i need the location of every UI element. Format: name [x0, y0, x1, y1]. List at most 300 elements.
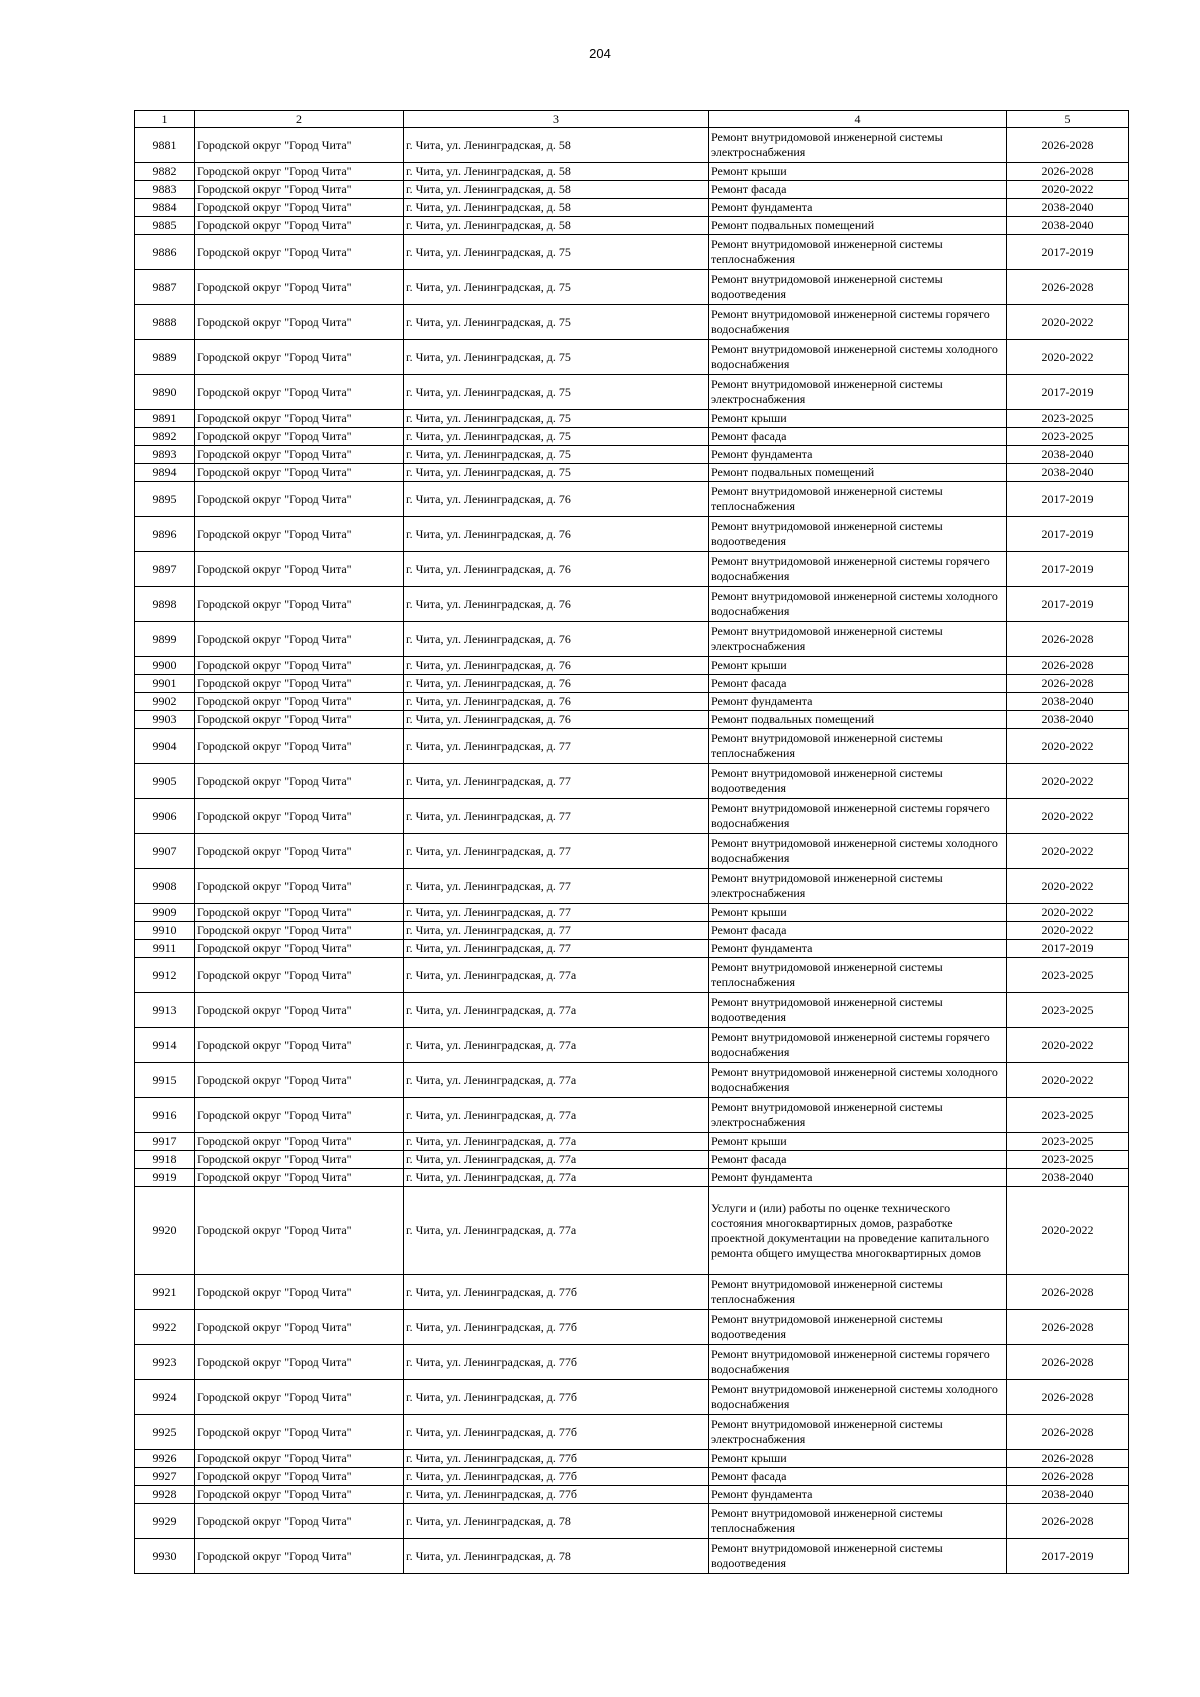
work-type-cell: Ремонт внутридомовой инженерной системы холодного водоснабжения — [709, 834, 1007, 869]
address-cell: г. Чита, ул. Ленинградская, д. 76 — [404, 552, 709, 587]
row-number-cell: 9930 — [135, 1539, 195, 1574]
table-row — [135, 834, 1129, 869]
table-row — [135, 693, 1129, 711]
period-cell: 2038-2040 — [1007, 693, 1129, 711]
address-cell: г. Чита, ул. Ленинградская, д. 76 — [404, 711, 709, 729]
district-cell: Городской округ "Город Чита" — [195, 1504, 404, 1539]
period-cell: 2020-2022 — [1007, 869, 1129, 904]
row-number-cell: 9905 — [135, 764, 195, 799]
table-row — [135, 1151, 1129, 1169]
table-row — [135, 340, 1129, 375]
row-number-cell: 9917 — [135, 1133, 195, 1151]
row-number-cell: 9921 — [135, 1275, 195, 1310]
work-type-cell: Ремонт внутридомовой инженерной системы электроснабжения — [709, 1415, 1007, 1450]
work-type-cell: Ремонт внутридомовой инженерной системы горячего водоснабжения — [709, 1345, 1007, 1380]
work-type-cell: Ремонт внутридомовой инженерной системы теплоснабжения — [709, 235, 1007, 270]
table-row — [135, 1345, 1129, 1380]
district-cell: Городской округ "Город Чита" — [195, 1468, 404, 1486]
address-cell: г. Чита, ул. Ленинградская, д. 75 — [404, 305, 709, 340]
address-cell: г. Чита, ул. Ленинградская, д. 77 — [404, 799, 709, 834]
row-number-cell: 9899 — [135, 622, 195, 657]
period-cell: 2017-2019 — [1007, 375, 1129, 410]
table-row — [135, 517, 1129, 552]
row-number-cell: 9881 — [135, 128, 195, 163]
district-cell: Городской округ "Город Чита" — [195, 1187, 404, 1275]
period-cell: 2020-2022 — [1007, 305, 1129, 340]
row-number-cell: 9916 — [135, 1098, 195, 1133]
row-number-cell: 9883 — [135, 181, 195, 199]
address-cell: г. Чита, ул. Ленинградская, д. 75 — [404, 446, 709, 464]
period-cell: 2020-2022 — [1007, 340, 1129, 375]
row-number-cell: 9913 — [135, 993, 195, 1028]
work-type-cell: Ремонт внутридомовой инженерной системы горячего водоснабжения — [709, 305, 1007, 340]
row-number-cell: 9920 — [135, 1187, 195, 1275]
work-type-cell: Ремонт внутридомовой инженерной системы теплоснабжения — [709, 729, 1007, 764]
row-number-cell: 9906 — [135, 799, 195, 834]
period-cell: 2023-2025 — [1007, 410, 1129, 428]
work-type-cell: Ремонт крыши — [709, 163, 1007, 181]
period-cell: 2023-2025 — [1007, 1098, 1129, 1133]
address-cell: г. Чита, ул. Ленинградская, д. 75 — [404, 270, 709, 305]
work-type-cell: Ремонт крыши — [709, 904, 1007, 922]
address-cell: г. Чита, ул. Ленинградская, д. 77а — [404, 1028, 709, 1063]
period-cell: 2023-2025 — [1007, 1133, 1129, 1151]
period-cell: 2026-2028 — [1007, 1310, 1129, 1345]
row-number-cell: 9889 — [135, 340, 195, 375]
address-cell: г. Чита, ул. Ленинградская, д. 77 — [404, 834, 709, 869]
row-number-cell: 9888 — [135, 305, 195, 340]
address-cell: г. Чита, ул. Ленинградская, д. 77б — [404, 1310, 709, 1345]
work-type-cell: Ремонт фундамента — [709, 199, 1007, 217]
row-number-cell: 9923 — [135, 1345, 195, 1380]
work-type-cell: Ремонт внутридомовой инженерной системы теплоснабжения — [709, 482, 1007, 517]
table-row — [135, 446, 1129, 464]
table-row — [135, 1380, 1129, 1415]
period-cell: 2023-2025 — [1007, 428, 1129, 446]
row-number-cell: 9927 — [135, 1468, 195, 1486]
district-cell: Городской округ "Город Чита" — [195, 199, 404, 217]
district-cell: Городской округ "Город Чита" — [195, 517, 404, 552]
address-cell: г. Чита, ул. Ленинградская, д. 77а — [404, 1063, 709, 1098]
address-cell: г. Чита, ул. Ленинградская, д. 77б — [404, 1486, 709, 1504]
work-type-cell: Ремонт внутридомовой инженерной системы электроснабжения — [709, 375, 1007, 410]
row-number-cell: 9919 — [135, 1169, 195, 1187]
table-row — [135, 1415, 1129, 1450]
district-cell: Городской округ "Город Чита" — [195, 869, 404, 904]
address-cell: г. Чита, ул. Ленинградская, д. 58 — [404, 217, 709, 235]
period-cell: 2020-2022 — [1007, 834, 1129, 869]
district-cell: Городской округ "Город Чита" — [195, 587, 404, 622]
row-number-cell: 9907 — [135, 834, 195, 869]
period-cell: 2026-2028 — [1007, 1275, 1129, 1310]
district-cell: Городской округ "Город Чита" — [195, 446, 404, 464]
district-cell: Городской округ "Город Чита" — [195, 305, 404, 340]
table-row — [135, 410, 1129, 428]
work-type-cell: Услуги и (или) работы по оценке технического состояния многоквартирных домов, разработке проектной документации на проведение капитального ремонта общего имущества многоквартирных домов — [709, 1187, 1007, 1275]
address-cell: г. Чита, ул. Ленинградская, д. 75 — [404, 340, 709, 375]
address-cell: г. Чита, ул. Ленинградская, д. 77б — [404, 1415, 709, 1450]
district-cell: Городской округ "Город Чита" — [195, 1380, 404, 1415]
period-cell: 2038-2040 — [1007, 1169, 1129, 1187]
district-cell: Городской округ "Город Чита" — [195, 552, 404, 587]
work-type-cell: Ремонт подвальных помещений — [709, 711, 1007, 729]
work-type-cell: Ремонт крыши — [709, 410, 1007, 428]
table-row — [135, 270, 1129, 305]
work-type-cell: Ремонт крыши — [709, 657, 1007, 675]
address-cell: г. Чита, ул. Ленинградская, д. 77а — [404, 1187, 709, 1275]
district-cell: Городской округ "Город Чита" — [195, 375, 404, 410]
row-number-cell: 9926 — [135, 1450, 195, 1468]
column-header-1: 1 — [135, 111, 195, 128]
row-number-cell: 9915 — [135, 1063, 195, 1098]
period-cell: 2017-2019 — [1007, 940, 1129, 958]
period-cell: 2020-2022 — [1007, 799, 1129, 834]
period-cell: 2017-2019 — [1007, 482, 1129, 517]
table-row — [135, 1028, 1129, 1063]
period-cell: 2026-2028 — [1007, 1380, 1129, 1415]
period-cell: 2017-2019 — [1007, 552, 1129, 587]
district-cell: Городской округ "Город Чита" — [195, 904, 404, 922]
table-row — [135, 1468, 1129, 1486]
column-header-4: 4 — [709, 111, 1007, 128]
address-cell: г. Чита, ул. Ленинградская, д. 77 — [404, 764, 709, 799]
row-number-cell: 9887 — [135, 270, 195, 305]
district-cell: Городской округ "Город Чита" — [195, 1098, 404, 1133]
period-cell: 2038-2040 — [1007, 711, 1129, 729]
district-cell: Городской округ "Город Чита" — [195, 834, 404, 869]
district-cell: Городской округ "Город Чита" — [195, 958, 404, 993]
work-type-cell: Ремонт фасада — [709, 675, 1007, 693]
table-row — [135, 587, 1129, 622]
table-row — [135, 181, 1129, 199]
work-type-cell: Ремонт внутридомовой инженерной системы теплоснабжения — [709, 958, 1007, 993]
address-cell: г. Чита, ул. Ленинградская, д. 76 — [404, 517, 709, 552]
row-number-cell: 9912 — [135, 958, 195, 993]
row-number-cell: 9909 — [135, 904, 195, 922]
period-cell: 2026-2028 — [1007, 163, 1129, 181]
address-cell: г. Чита, ул. Ленинградская, д. 76 — [404, 622, 709, 657]
row-number-cell: 9895 — [135, 482, 195, 517]
table-row — [135, 1063, 1129, 1098]
district-cell: Городской округ "Город Чита" — [195, 993, 404, 1028]
period-cell: 2020-2022 — [1007, 1063, 1129, 1098]
period-cell: 2020-2022 — [1007, 729, 1129, 764]
period-cell: 2017-2019 — [1007, 587, 1129, 622]
district-cell: Городской округ "Город Чита" — [195, 711, 404, 729]
work-type-cell: Ремонт фасада — [709, 1151, 1007, 1169]
address-cell: г. Чита, ул. Ленинградская, д. 75 — [404, 464, 709, 482]
work-type-cell: Ремонт внутридомовой инженерной системы теплоснабжения — [709, 1504, 1007, 1539]
column-header-5: 5 — [1007, 111, 1129, 128]
address-cell: г. Чита, ул. Ленинградская, д. 77а — [404, 1098, 709, 1133]
address-cell: г. Чита, ул. Ленинградская, д. 75 — [404, 410, 709, 428]
repair-schedule-table — [134, 110, 1129, 1574]
district-cell: Городской округ "Город Чита" — [195, 464, 404, 482]
row-number-cell: 9908 — [135, 869, 195, 904]
period-cell: 2038-2040 — [1007, 217, 1129, 235]
table-row — [135, 1504, 1129, 1539]
district-cell: Городской округ "Город Чита" — [195, 163, 404, 181]
table-row — [135, 217, 1129, 235]
row-number-cell: 9892 — [135, 428, 195, 446]
address-cell: г. Чита, ул. Ленинградская, д. 77 — [404, 940, 709, 958]
address-cell: г. Чита, ул. Ленинградская, д. 77а — [404, 1133, 709, 1151]
period-cell: 2026-2028 — [1007, 1468, 1129, 1486]
work-type-cell: Ремонт фасада — [709, 1468, 1007, 1486]
work-type-cell: Ремонт фасада — [709, 428, 1007, 446]
address-cell: г. Чита, ул. Ленинградская, д. 77а — [404, 1169, 709, 1187]
period-cell: 2023-2025 — [1007, 993, 1129, 1028]
row-number-cell: 9897 — [135, 552, 195, 587]
period-cell: 2026-2028 — [1007, 270, 1129, 305]
address-cell: г. Чита, ул. Ленинградская, д. 58 — [404, 181, 709, 199]
table-row — [135, 729, 1129, 764]
address-cell: г. Чита, ул. Ленинградская, д. 77б — [404, 1468, 709, 1486]
work-type-cell: Ремонт внутридомовой инженерной системы водоотведения — [709, 1539, 1007, 1574]
table-row — [135, 1098, 1129, 1133]
district-cell: Городской округ "Город Чита" — [195, 410, 404, 428]
work-type-cell: Ремонт фундамента — [709, 693, 1007, 711]
table-row — [135, 993, 1129, 1028]
work-type-cell: Ремонт фундамента — [709, 446, 1007, 464]
period-cell: 2017-2019 — [1007, 235, 1129, 270]
period-cell: 2026-2028 — [1007, 1415, 1129, 1450]
work-type-cell: Ремонт внутридомовой инженерной системы горячего водоснабжения — [709, 799, 1007, 834]
row-number-cell: 9914 — [135, 1028, 195, 1063]
table-row — [135, 904, 1129, 922]
table-row — [135, 482, 1129, 517]
address-cell: г. Чита, ул. Ленинградская, д. 76 — [404, 482, 709, 517]
row-number-cell: 9910 — [135, 922, 195, 940]
table-row — [135, 235, 1129, 270]
table-row — [135, 1486, 1129, 1504]
row-number-cell: 9886 — [135, 235, 195, 270]
table-row — [135, 764, 1129, 799]
work-type-cell: Ремонт внутридомовой инженерной системы электроснабжения — [709, 1098, 1007, 1133]
row-number-cell: 9894 — [135, 464, 195, 482]
work-type-cell: Ремонт внутридомовой инженерной системы теплоснабжения — [709, 1275, 1007, 1310]
address-cell: г. Чита, ул. Ленинградская, д. 77 — [404, 869, 709, 904]
period-cell: 2026-2028 — [1007, 657, 1129, 675]
row-number-cell: 9890 — [135, 375, 195, 410]
period-cell: 2026-2028 — [1007, 1504, 1129, 1539]
period-cell: 2038-2040 — [1007, 199, 1129, 217]
district-cell: Городской округ "Город Чита" — [195, 428, 404, 446]
page-number: 204 — [589, 46, 611, 61]
district-cell: Городской округ "Город Чита" — [195, 340, 404, 375]
address-cell: г. Чита, ул. Ленинградская, д. 78 — [404, 1504, 709, 1539]
table-row — [135, 675, 1129, 693]
period-cell: 2026-2028 — [1007, 675, 1129, 693]
table-row — [135, 958, 1129, 993]
period-cell: 2017-2019 — [1007, 517, 1129, 552]
table-row — [135, 464, 1129, 482]
period-cell: 2023-2025 — [1007, 958, 1129, 993]
period-cell: 2020-2022 — [1007, 764, 1129, 799]
address-cell: г. Чита, ул. Ленинградская, д. 77а — [404, 1151, 709, 1169]
district-cell: Городской округ "Город Чита" — [195, 1450, 404, 1468]
work-type-cell: Ремонт внутридомовой инженерной системы водоотведения — [709, 1310, 1007, 1345]
district-cell: Городской округ "Город Чита" — [195, 729, 404, 764]
row-number-cell: 9898 — [135, 587, 195, 622]
period-cell: 2017-2019 — [1007, 1539, 1129, 1574]
row-number-cell: 9893 — [135, 446, 195, 464]
address-cell: г. Чита, ул. Ленинградская, д. 76 — [404, 675, 709, 693]
period-cell: 2026-2028 — [1007, 128, 1129, 163]
table-row — [135, 128, 1129, 163]
table-row — [135, 375, 1129, 410]
period-cell: 2020-2022 — [1007, 904, 1129, 922]
period-cell: 2038-2040 — [1007, 464, 1129, 482]
district-cell: Городской округ "Город Чита" — [195, 181, 404, 199]
district-cell: Городской округ "Город Чита" — [195, 482, 404, 517]
address-cell: г. Чита, ул. Ленинградская, д. 77б — [404, 1275, 709, 1310]
row-number-cell: 9904 — [135, 729, 195, 764]
row-number-cell: 9922 — [135, 1310, 195, 1345]
table-row — [135, 1539, 1129, 1574]
district-cell: Городской округ "Город Чита" — [195, 799, 404, 834]
period-cell: 2026-2028 — [1007, 1450, 1129, 1468]
work-type-cell: Ремонт крыши — [709, 1133, 1007, 1151]
district-cell: Городской округ "Город Чита" — [195, 922, 404, 940]
work-type-cell: Ремонт внутридомовой инженерной системы холодного водоснабжения — [709, 1380, 1007, 1415]
row-number-cell: 9891 — [135, 410, 195, 428]
work-type-cell: Ремонт внутридомовой инженерной системы холодного водоснабжения — [709, 1063, 1007, 1098]
work-type-cell: Ремонт внутридомовой инженерной системы водоотведения — [709, 270, 1007, 305]
district-cell: Городской округ "Город Чита" — [195, 657, 404, 675]
table-row — [135, 869, 1129, 904]
address-cell: г. Чита, ул. Ленинградская, д. 75 — [404, 428, 709, 446]
work-type-cell: Ремонт подвальных помещений — [709, 464, 1007, 482]
district-cell: Городской округ "Город Чита" — [195, 1063, 404, 1098]
table-header-row — [135, 111, 1129, 128]
district-cell: Городской округ "Город Чита" — [195, 1028, 404, 1063]
table-row — [135, 428, 1129, 446]
row-number-cell: 9925 — [135, 1415, 195, 1450]
table-row — [135, 711, 1129, 729]
district-cell: Городской округ "Город Чита" — [195, 1345, 404, 1380]
row-number-cell: 9903 — [135, 711, 195, 729]
district-cell: Городской округ "Город Чита" — [195, 940, 404, 958]
work-type-cell: Ремонт внутридомовой инженерной системы водоотведения — [709, 764, 1007, 799]
period-cell: 2038-2040 — [1007, 446, 1129, 464]
address-cell: г. Чита, ул. Ленинградская, д. 76 — [404, 657, 709, 675]
district-cell: Городской округ "Город Чита" — [195, 1169, 404, 1187]
address-cell: г. Чита, ул. Ленинградская, д. 75 — [404, 375, 709, 410]
table-row — [135, 940, 1129, 958]
district-cell: Городской округ "Город Чита" — [195, 1151, 404, 1169]
row-number-cell: 9901 — [135, 675, 195, 693]
period-cell: 2026-2028 — [1007, 1345, 1129, 1380]
district-cell: Городской округ "Город Чита" — [195, 235, 404, 270]
table-row — [135, 1275, 1129, 1310]
table-row — [135, 1450, 1129, 1468]
address-cell: г. Чита, ул. Ленинградская, д. 58 — [404, 199, 709, 217]
district-cell: Городской округ "Город Чита" — [195, 693, 404, 711]
district-cell: Городской округ "Город Чита" — [195, 675, 404, 693]
work-type-cell: Ремонт внутридомовой инженерной системы холодного водоснабжения — [709, 587, 1007, 622]
address-cell: г. Чита, ул. Ленинградская, д. 77 — [404, 922, 709, 940]
table-row — [135, 199, 1129, 217]
column-header-2: 2 — [195, 111, 404, 128]
table-row — [135, 305, 1129, 340]
row-number-cell: 9928 — [135, 1486, 195, 1504]
period-cell: 2020-2022 — [1007, 1187, 1129, 1275]
work-type-cell: Ремонт внутридомовой инженерной системы водоотведения — [709, 517, 1007, 552]
table-row — [135, 163, 1129, 181]
work-type-cell: Ремонт фундамента — [709, 940, 1007, 958]
row-number-cell: 9924 — [135, 1380, 195, 1415]
address-cell: г. Чита, ул. Ленинградская, д. 75 — [404, 235, 709, 270]
address-cell: г. Чита, ул. Ленинградская, д. 77а — [404, 958, 709, 993]
address-cell: г. Чита, ул. Ленинградская, д. 76 — [404, 587, 709, 622]
row-number-cell: 9911 — [135, 940, 195, 958]
address-cell: г. Чита, ул. Ленинградская, д. 78 — [404, 1539, 709, 1574]
district-cell: Городской округ "Город Чита" — [195, 217, 404, 235]
table-row — [135, 657, 1129, 675]
table-row — [135, 1310, 1129, 1345]
address-cell: г. Чита, ул. Ленинградская, д. 77б — [404, 1450, 709, 1468]
work-type-cell: Ремонт внутридомовой инженерной системы горячего водоснабжения — [709, 1028, 1007, 1063]
table-row — [135, 799, 1129, 834]
district-cell: Городской округ "Город Чита" — [195, 1133, 404, 1151]
row-number-cell: 9896 — [135, 517, 195, 552]
work-type-cell: Ремонт внутридомовой инженерной системы водоотведения — [709, 993, 1007, 1028]
district-cell: Городской округ "Город Чита" — [195, 128, 404, 163]
work-type-cell: Ремонт внутридомовой инженерной системы холодного водоснабжения — [709, 340, 1007, 375]
work-type-cell: Ремонт внутридомовой инженерной системы электроснабжения — [709, 869, 1007, 904]
address-cell: г. Чита, ул. Ленинградская, д. 77б — [404, 1345, 709, 1380]
address-cell: г. Чита, ул. Ленинградская, д. 77б — [404, 1380, 709, 1415]
work-type-cell: Ремонт крыши — [709, 1450, 1007, 1468]
period-cell: 2020-2022 — [1007, 1028, 1129, 1063]
district-cell: Городской округ "Город Чита" — [195, 1415, 404, 1450]
district-cell: Городской округ "Город Чита" — [195, 1310, 404, 1345]
address-cell: г. Чита, ул. Ленинградская, д. 76 — [404, 693, 709, 711]
table-row — [135, 922, 1129, 940]
work-type-cell: Ремонт внутридомовой инженерной системы электроснабжения — [709, 622, 1007, 657]
row-number-cell: 9900 — [135, 657, 195, 675]
work-type-cell: Ремонт внутридомовой инженерной системы горячего водоснабжения — [709, 552, 1007, 587]
row-number-cell: 9885 — [135, 217, 195, 235]
work-type-cell: Ремонт фундамента — [709, 1486, 1007, 1504]
district-cell: Городской округ "Город Чита" — [195, 1275, 404, 1310]
table-row — [135, 552, 1129, 587]
period-cell: 2020-2022 — [1007, 922, 1129, 940]
address-cell: г. Чита, ул. Ленинградская, д. 77 — [404, 729, 709, 764]
work-type-cell: Ремонт подвальных помещений — [709, 217, 1007, 235]
column-header-3: 3 — [404, 111, 709, 128]
row-number-cell: 9929 — [135, 1504, 195, 1539]
address-cell: г. Чита, ул. Ленинградская, д. 58 — [404, 128, 709, 163]
row-number-cell: 9884 — [135, 199, 195, 217]
table-row — [135, 622, 1129, 657]
period-cell: 2038-2040 — [1007, 1486, 1129, 1504]
district-cell: Городской округ "Город Чита" — [195, 764, 404, 799]
work-type-cell: Ремонт внутридомовой инженерной системы электроснабжения — [709, 128, 1007, 163]
work-type-cell: Ремонт фасада — [709, 181, 1007, 199]
address-cell: г. Чита, ул. Ленинградская, д. 58 — [404, 163, 709, 181]
row-number-cell: 9918 — [135, 1151, 195, 1169]
district-cell: Городской округ "Город Чита" — [195, 270, 404, 305]
period-cell: 2020-2022 — [1007, 181, 1129, 199]
address-cell: г. Чита, ул. Ленинградская, д. 77 — [404, 904, 709, 922]
row-number-cell: 9902 — [135, 693, 195, 711]
row-number-cell: 9882 — [135, 163, 195, 181]
work-type-cell: Ремонт фундамента — [709, 1169, 1007, 1187]
address-cell: г. Чита, ул. Ленинградская, д. 77а — [404, 993, 709, 1028]
work-type-cell: Ремонт фасада — [709, 922, 1007, 940]
